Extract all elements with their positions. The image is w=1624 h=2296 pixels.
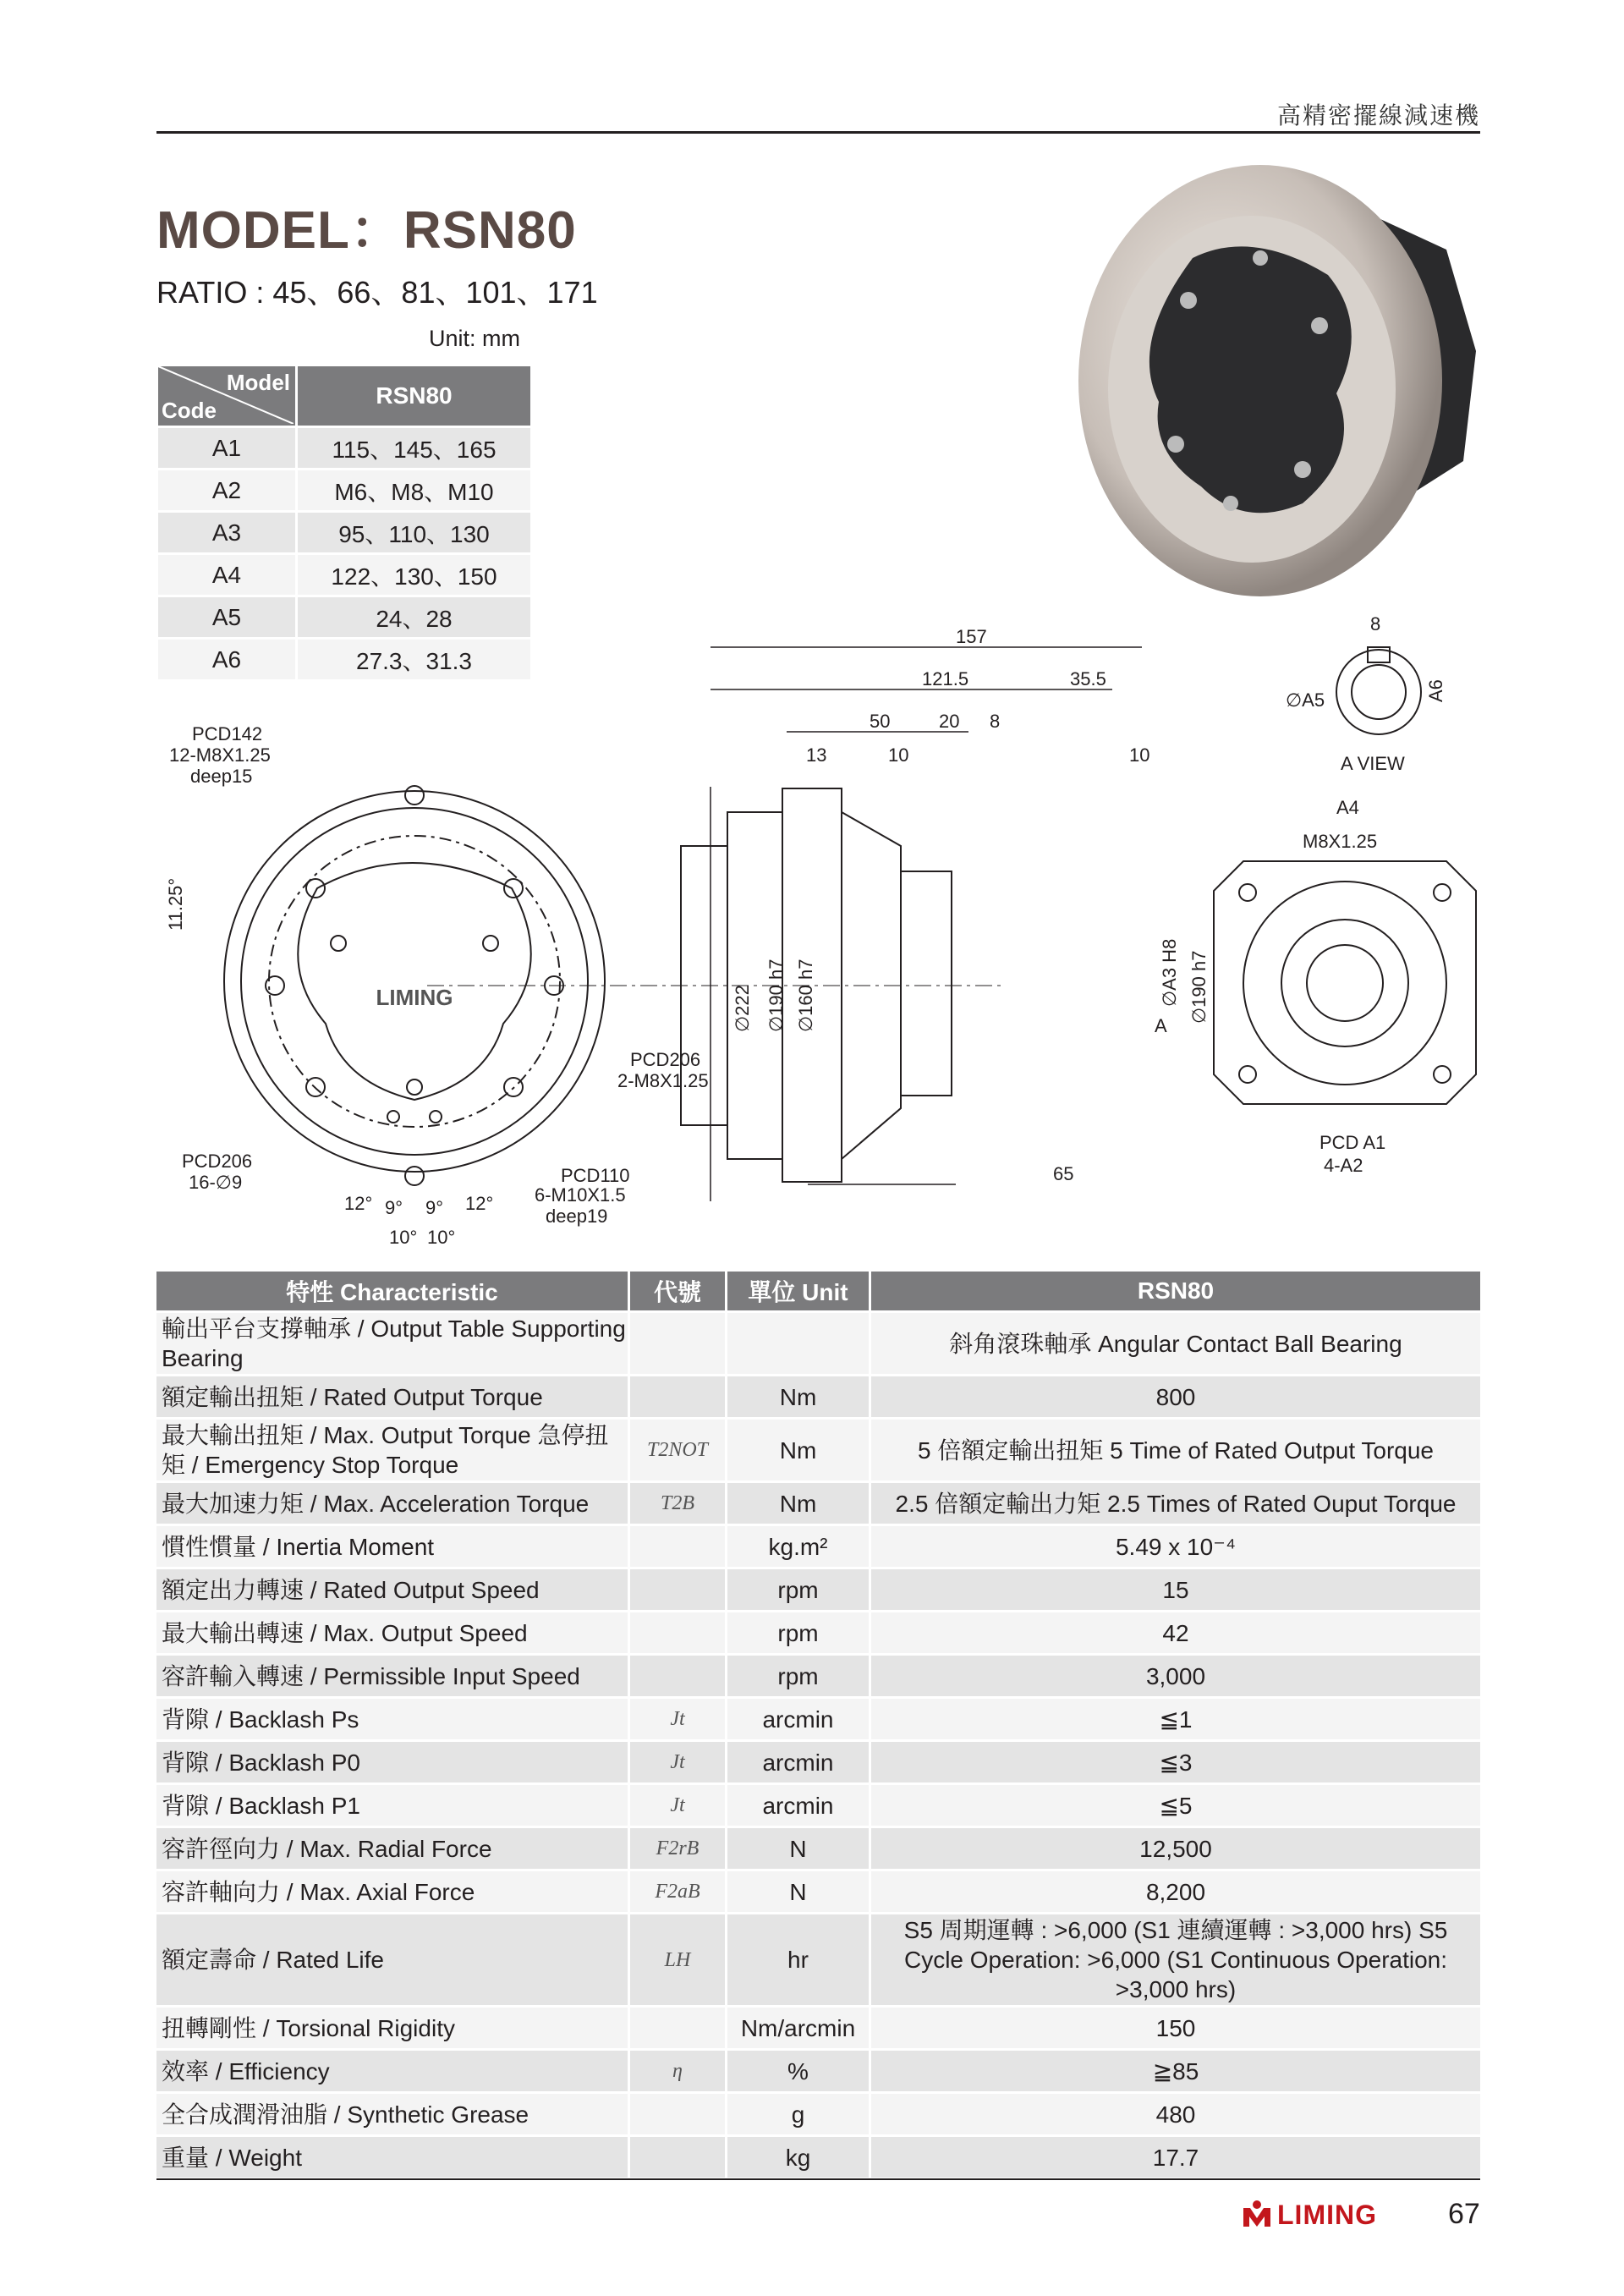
characteristic-cell: 容許輸入轉速 / Permissible Input Speed — [156, 1656, 630, 1696]
table-row — [156, 1656, 1480, 1696]
label-6-m10: 6-M10X1.5 — [535, 1184, 626, 1206]
code-cell: A6 — [158, 640, 298, 679]
unit-cell: Nm — [727, 1420, 871, 1480]
dim-35-5: 35.5 — [1070, 668, 1106, 689]
characteristic-cell: 慣性慣量 / Inertia Moment — [156, 1526, 630, 1567]
unit-cell: arcmin — [727, 1742, 871, 1782]
header-symbol: 代號 — [630, 1272, 727, 1310]
table-row — [158, 470, 530, 510]
table-row — [156, 2094, 1480, 2134]
unit-cell: g — [727, 2094, 871, 2134]
value-cell: 42 — [871, 1612, 1480, 1653]
code-cell: A3 — [158, 513, 298, 552]
symbol-cell — [630, 1656, 727, 1696]
dim-157: 157 — [956, 626, 987, 647]
header-unit: 單位 Unit — [727, 1272, 871, 1310]
corner-model-label: Model — [226, 370, 290, 395]
value-cell: 95、110、130 — [298, 513, 530, 552]
dim-dia-190: ∅190 h7 — [765, 958, 787, 1032]
table-row — [158, 428, 530, 468]
characteristic-cell: 額定出力轉速 / Rated Output Speed — [156, 1569, 630, 1610]
symbol-cell — [630, 1313, 727, 1374]
characteristic-cell: 扭轉剛性 / Torsional Rigidity — [156, 2008, 630, 2048]
characteristic-cell: 額定輸出扭矩 / Rated Output Torque — [156, 1376, 630, 1417]
front-brand-text: LIMING — [376, 985, 453, 1010]
dim-65: 65 — [1053, 1163, 1074, 1184]
dim-13: 13 — [806, 744, 827, 766]
label-angle-9-left: 9° — [385, 1197, 403, 1218]
liming-logo-icon — [1242, 2200, 1272, 2228]
symbol-cell — [630, 2094, 727, 2134]
label-dia-a5: ∅A5 — [1286, 689, 1325, 711]
table-row — [156, 1914, 1480, 2005]
table-row — [156, 1420, 1480, 1480]
table-row — [156, 1526, 1480, 1567]
symbol-cell: Jt — [630, 1742, 727, 1782]
symbol-cell — [630, 2008, 727, 2048]
label-angle-11-25: 11.25° — [165, 877, 186, 931]
code-cell: A4 — [158, 555, 298, 595]
unit-label: Unit: mm — [429, 326, 520, 351]
header-model: RSN80 — [871, 1272, 1480, 1310]
value-cell: S5 周期運轉 : >6,000 (S1 連續運轉 : >3,000 hrs) S5 Cycle Operation: >6,000 (S1 Continuous Operation: >3,000 hrs) — [871, 1914, 1480, 2005]
back-view — [1214, 861, 1476, 1104]
unit-cell: Nm — [727, 1376, 871, 1417]
table-row — [156, 1871, 1480, 1912]
value-cell: 8,200 — [871, 1871, 1480, 1912]
label-angle-9-right: 9° — [425, 1197, 444, 1218]
dim-dia-190-back: ∅190 h7 — [1188, 950, 1210, 1024]
label-m8-back: M8X1.25 — [1303, 831, 1378, 852]
code-cell: A2 — [158, 470, 298, 510]
dim-dia-a3: ∅A3 H8 — [1159, 938, 1180, 1007]
unit-cell: kg — [727, 2137, 871, 2178]
value-cell: 24、28 — [298, 597, 530, 637]
unit-cell: Nm/arcmin — [727, 2008, 871, 2048]
characteristic-cell: 效率 / Efficiency — [156, 2051, 630, 2091]
value-cell: 5 倍額定輸出扭矩 5 Time of Rated Output Torque — [871, 1420, 1480, 1480]
table-row — [156, 2137, 1480, 2178]
unit-cell: rpm — [727, 1656, 871, 1696]
table-row — [156, 2008, 1480, 2048]
symbol-cell — [630, 1569, 727, 1610]
table-row — [156, 1612, 1480, 1653]
symbol-cell: Jt — [630, 1699, 727, 1739]
label-deep15: deep15 — [190, 766, 253, 787]
characteristic-cell: 容許徑向力 / Max. Radial Force — [156, 1828, 630, 1869]
unit-cell: arcmin — [727, 1785, 871, 1826]
dim-dia-222: ∅222 — [732, 985, 753, 1032]
dim-50: 50 — [870, 711, 891, 732]
dim-dia-160: ∅160 h7 — [795, 958, 816, 1032]
label-a-view: A VIEW — [1341, 753, 1405, 774]
label-angle-12-right: 12° — [465, 1193, 494, 1214]
value-cell: 2.5 倍額定輸出力矩 2.5 Times of Rated Ouput Torque — [871, 1483, 1480, 1524]
label-a6: A6 — [1425, 679, 1446, 702]
unit-cell: % — [727, 2051, 871, 2091]
table-row — [158, 555, 530, 595]
unit-cell: hr — [727, 1914, 871, 2005]
symbol-cell — [630, 1526, 727, 1567]
code-cell: A1 — [158, 428, 298, 468]
label-pcd142: PCD142 — [192, 723, 263, 744]
label-12-m8: 12-M8X1.25 — [169, 744, 271, 766]
unit-cell: arcmin — [727, 1699, 871, 1739]
label-4-a2: 4-A2 — [1324, 1155, 1363, 1176]
footer-divider — [156, 2178, 1480, 2180]
unit-cell: N — [727, 1871, 871, 1912]
label-pcd206-right: PCD206 — [630, 1049, 701, 1070]
characteristic-cell: 容許軸向力 / Max. Axial Force — [156, 1871, 630, 1912]
characteristic-cell: 背隙 / Backlash Ps — [156, 1699, 630, 1739]
spec-table — [156, 1269, 1480, 2180]
label-16-holes: 16-∅9 — [189, 1172, 243, 1193]
dim-121-5: 121.5 — [922, 668, 969, 689]
footer-brand: LIMING — [1277, 2200, 1377, 2230]
value-cell: ≦1 — [871, 1699, 1480, 1739]
corner-code-label: Code — [162, 398, 217, 423]
characteristic-cell: 最大加速力矩 / Max. Acceleration Torque — [156, 1483, 630, 1524]
characteristic-cell: 額定壽命 / Rated Life — [156, 1914, 630, 2005]
value-cell: 斜角滾珠軸承 Angular Contact Ball Bearing — [871, 1313, 1480, 1374]
unit-cell: rpm — [727, 1612, 871, 1653]
page-number: 67 — [1448, 2198, 1480, 2230]
code-cell: A5 — [158, 597, 298, 637]
label-key-8: 8 — [1370, 613, 1381, 634]
label-deep19: deep19 — [546, 1206, 608, 1227]
unit-cell: N — [727, 1828, 871, 1869]
symbol-cell: F2aB — [630, 1871, 727, 1912]
table-row — [156, 1828, 1480, 1869]
header-characteristic: 特性 Characteristic — [156, 1272, 630, 1310]
technical-drawing — [156, 592, 1480, 1269]
table-row — [156, 1699, 1480, 1739]
characteristic-cell: 最大輸出扭矩 / Max. Output Torque 急停扭矩 / Emergency Stop Torque — [156, 1420, 630, 1480]
value-cell: 115、145、165 — [298, 428, 530, 468]
label-pcd206-left: PCD206 — [182, 1151, 253, 1172]
symbol-cell: LH — [630, 1914, 727, 2005]
ratio-text: RATIO : 45、66、81、101、171 — [156, 275, 598, 310]
value-cell: 150 — [871, 2008, 1480, 2048]
value-cell: 800 — [871, 1376, 1480, 1417]
table-row — [156, 1569, 1480, 1610]
dim-10-right: 10 — [1129, 744, 1150, 766]
symbol-cell: T2NOT — [630, 1420, 727, 1480]
model-title: MODEL：RSN80 — [156, 201, 577, 260]
value-cell: 17.7 — [871, 2137, 1480, 2178]
value-cell: ≦5 — [871, 1785, 1480, 1826]
table-row — [156, 1742, 1480, 1782]
value-cell: ≦3 — [871, 1742, 1480, 1782]
symbol-cell — [630, 2137, 727, 2178]
value-cell: 12,500 — [871, 1828, 1480, 1869]
section-title: 高精密擺線減速機 — [1276, 102, 1480, 129]
characteristic-cell: 全合成潤滑油脂 / Synthetic Grease — [156, 2094, 630, 2134]
symbol-cell: T2B — [630, 1483, 727, 1524]
table-row — [156, 2051, 1480, 2091]
header-divider — [156, 131, 1480, 134]
table-row — [156, 1376, 1480, 1417]
characteristic-cell: 背隙 / Backlash P0 — [156, 1742, 630, 1782]
value-cell: 27.3、31.3 — [298, 640, 530, 679]
value-cell: 15 — [871, 1569, 1480, 1610]
symbol-cell — [630, 1376, 727, 1417]
table-row — [158, 513, 530, 552]
model-column-header: RSN80 — [298, 366, 530, 426]
label-2-m8: 2-M8X1.25 — [617, 1070, 709, 1091]
label-angle-10-right: 10° — [427, 1227, 456, 1248]
value-cell: ≧85 — [871, 2051, 1480, 2091]
table-row — [156, 1313, 1480, 1374]
dim-8: 8 — [990, 711, 1001, 732]
value-cell: 122、130、150 — [298, 555, 530, 595]
side-view — [427, 647, 1142, 1201]
label-angle-10-left: 10° — [389, 1227, 418, 1248]
label-angle-12-left: 12° — [344, 1193, 373, 1214]
product-photo — [1049, 148, 1489, 609]
unit-cell: Nm — [727, 1483, 871, 1524]
table-row — [156, 1483, 1480, 1524]
dim-10-left: 10 — [888, 744, 909, 766]
characteristic-cell: 最大輸出轉速 / Max. Output Speed — [156, 1612, 630, 1653]
label-a4: A4 — [1336, 797, 1359, 818]
value-cell: 480 — [871, 2094, 1480, 2134]
table-row — [156, 1785, 1480, 1826]
symbol-cell: η — [630, 2051, 727, 2091]
dim-20: 20 — [939, 711, 960, 732]
a-view — [1336, 647, 1421, 734]
corner-header — [158, 366, 298, 426]
value-cell: 5.49 x 10⁻⁴ — [871, 1526, 1480, 1567]
characteristic-cell: 背隙 / Backlash P1 — [156, 1785, 630, 1826]
label-pcd-a1: PCD A1 — [1320, 1132, 1386, 1153]
value-cell: 3,000 — [871, 1656, 1480, 1696]
symbol-cell: Jt — [630, 1785, 727, 1826]
symbol-cell — [630, 1612, 727, 1653]
label-pcd110: PCD110 — [561, 1165, 630, 1186]
symbol-cell: F2rB — [630, 1828, 727, 1869]
unit-cell: rpm — [727, 1569, 871, 1610]
characteristic-cell: 重量 / Weight — [156, 2137, 630, 2178]
unit-cell — [727, 1313, 871, 1374]
characteristic-cell: 輸出平台支撐軸承 / Output Table Supporting Bearing — [156, 1313, 630, 1374]
view-arrow-a: A — [1155, 1015, 1167, 1036]
value-cell: M6、M8、M10 — [298, 470, 530, 510]
unit-cell: kg.m² — [727, 1526, 871, 1567]
